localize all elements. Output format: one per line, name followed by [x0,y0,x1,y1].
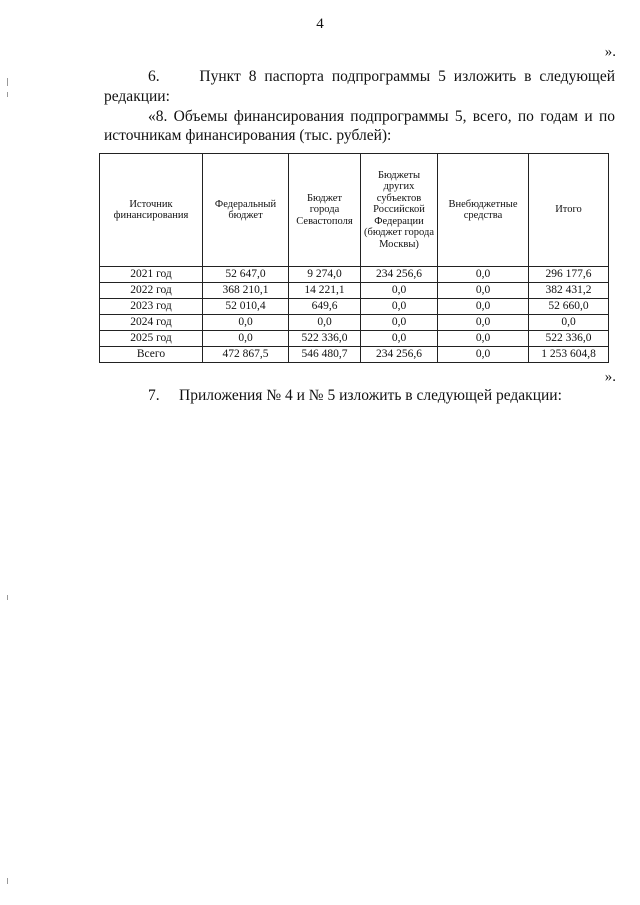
header-sevastopol: Бюджет города Севастополя [289,154,361,267]
item6-line2: редакции: [104,88,170,105]
margin-tick [7,595,8,600]
cell-total: 1 253 604,8 [529,347,609,363]
header-extrabudgetary: Внебюджетные средства [438,154,529,267]
cell-sevastopol: 9 274,0 [289,267,361,283]
cell-total: 296 177,6 [529,267,609,283]
cell-federal: 52 010,4 [203,299,289,315]
item6-number: 6. [148,68,160,85]
item7-text: Приложения № 4 и № 5 изложить в следующей редакции: [179,387,562,404]
table-row-total [100,347,609,363]
cell-other-subjects: 0,0 [361,331,438,347]
page-number: 4 [316,16,324,32]
cell-year: 2022 год [100,283,203,299]
cell-year: 2023 год [100,299,203,315]
cell-total: 382 431,2 [529,283,609,299]
table-header-row [100,154,609,267]
cell-year: 2025 год [100,331,203,347]
cell-other-subjects: 0,0 [361,283,438,299]
header-total: Итого [529,154,609,267]
cell-federal: 0,0 [203,331,289,347]
table-row [100,331,609,347]
item6-text: Пункт 8 паспорта подпрограммы 5 изложить в следующей [199,68,616,85]
cell-extrabudgetary: 0,0 [438,347,529,363]
cell-extrabudgetary: 0,0 [438,283,529,299]
margin-tick [7,92,8,97]
cell-federal: 472 867,5 [203,347,289,363]
table-row [100,267,609,283]
item7-number: 7. [148,387,160,404]
cell-total: 0,0 [529,315,609,331]
item7-line [148,386,562,405]
cell-sevastopol: 0,0 [289,315,361,331]
cell-extrabudgetary: 0,0 [438,331,529,347]
cell-federal: 368 210,1 [203,283,289,299]
cell-sevastopol: 546 480,7 [289,347,361,363]
margin-tick [7,878,8,884]
quote-line1: «8. Объемы финансирования подпрограммы 5, всего, по годам и по [148,108,615,125]
cell-other-subjects: 0,0 [361,299,438,315]
cell-federal: 52 647,0 [203,267,289,283]
cell-federal: 0,0 [203,315,289,331]
cell-sevastopol: 14 221,1 [289,283,361,299]
cell-extrabudgetary: 0,0 [438,315,529,331]
header-source: Источник финансирования [100,154,203,267]
cell-year: 2024 год [100,315,203,331]
margin-tick [7,78,8,86]
cell-other-subjects: 0,0 [361,315,438,331]
quote-line2: источникам финансирования (тыс. рублей): [104,127,392,144]
closing-quote-bottom: ». [604,369,616,385]
cell-year: Всего [100,347,203,363]
closing-quote-top: ». [604,44,616,60]
header-other-subjects: Бюджеты других субъектов Российской Федерации (бюджет города Москвы) [361,154,438,267]
cell-total: 522 336,0 [529,331,609,347]
cell-year: 2021 год [100,267,203,283]
cell-extrabudgetary: 0,0 [438,299,529,315]
table-row [100,315,609,331]
financing-table [99,153,609,363]
cell-sevastopol: 649,6 [289,299,361,315]
item6-line1 [148,67,615,86]
cell-other-subjects: 234 256,6 [361,267,438,283]
cell-sevastopol: 522 336,0 [289,331,361,347]
cell-extrabudgetary: 0,0 [438,267,529,283]
table-row [100,283,609,299]
table-row [100,299,609,315]
cell-total: 52 660,0 [529,299,609,315]
cell-other-subjects: 234 256,6 [361,347,438,363]
header-federal: Федеральный бюджет [203,154,289,267]
